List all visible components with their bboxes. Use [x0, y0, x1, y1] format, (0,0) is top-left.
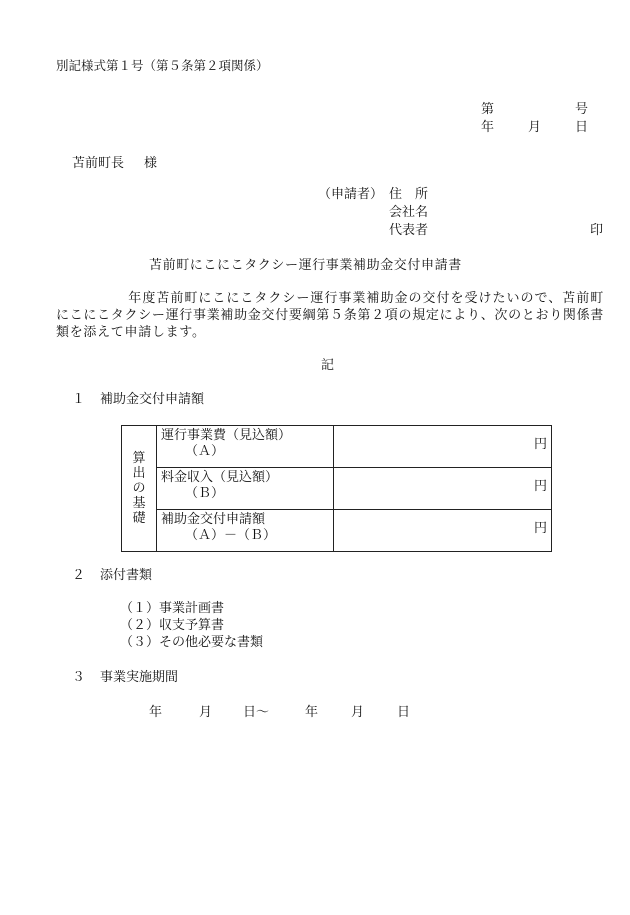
section-3-number: ３: [72, 670, 86, 685]
section-1-number: １: [72, 392, 86, 407]
row-operation-cost-amount[interactable]: [334, 426, 552, 468]
number-prefix: 第: [481, 102, 495, 117]
form-label: 別記様式第１号（第５条第２項関係）: [56, 58, 269, 73]
ki-marker: 記: [321, 358, 335, 373]
period-start-day: 日～: [243, 705, 270, 720]
applicant-address-label: 住 所: [389, 187, 429, 202]
section-2-heading: [72, 568, 152, 584]
number-suffix: 号: [574, 102, 588, 117]
row-grant-request-label: 補助金交付申請額 （Ａ）－（Ｂ）: [157, 510, 334, 552]
basis-char: 基: [132, 496, 146, 511]
attachment-item: （２）収支予算書: [120, 618, 225, 633]
applicant-company-label: 会社名: [389, 205, 429, 220]
document-number: [481, 102, 588, 118]
yen-unit: 円: [533, 479, 547, 494]
attachment-item: （３）その他必要な書類: [120, 635, 264, 650]
period-start-year: 年: [149, 705, 163, 720]
row-fare-income-amount[interactable]: [334, 468, 552, 510]
section-3-title: 事業実施期間: [100, 670, 179, 685]
basis-char: の: [132, 481, 146, 496]
row-operation-cost-label: 運行事業費（見込額） （Ａ）: [157, 426, 334, 468]
period-end-year: 年: [305, 705, 319, 720]
period-end-day: 日: [397, 705, 411, 720]
yen-unit: 円: [533, 437, 547, 452]
row-fare-income-label: 料金収入（見込額） （Ｂ）: [157, 468, 334, 510]
date-month: 月: [527, 120, 541, 135]
addressee: [72, 156, 157, 172]
attachment-item: （１）事業計画書: [120, 601, 225, 616]
grant-amount-table: [121, 425, 552, 552]
period-start-month: 月: [199, 705, 213, 720]
document-title: 苫前町にこにこタクシー運行事業補助金交付申請書: [149, 258, 462, 273]
body-paragraph: [56, 290, 604, 341]
period-end-month: 月: [351, 705, 365, 720]
section-1-title: 補助金交付申請額: [100, 392, 205, 407]
basis-char: 算: [132, 451, 146, 466]
yen-unit: 円: [533, 521, 547, 536]
document-date: [481, 120, 588, 136]
section-2-title: 添付書類: [100, 568, 153, 583]
section-1-heading: [72, 392, 204, 408]
section-2-number: ２: [72, 568, 86, 583]
applicant-prefix: （申請者）: [318, 187, 384, 202]
basis-char: 出: [132, 466, 146, 481]
date-year: 年: [481, 120, 495, 135]
addressee-honorific: 様: [144, 156, 158, 171]
date-day: 日: [574, 120, 588, 135]
addressee-name: 苫前町長: [72, 156, 125, 171]
calculation-basis-cell: [122, 426, 157, 552]
seal-mark: 印: [590, 223, 604, 238]
basis-char: 礎: [132, 511, 146, 526]
section-3-heading: [72, 670, 178, 686]
body-text: 年度苫前町にこにこタクシー運行事業補助金の交付を受けたいので、苫前町にこにこタクシー運行事業補助金交付要綱第５条第２項の規定により、次のとおり関係書類を添えて申請します。: [56, 291, 605, 340]
implementation-period: [149, 705, 410, 721]
row-grant-request-amount[interactable]: [334, 510, 552, 552]
applicant-representative-label: 代表者: [389, 223, 429, 238]
